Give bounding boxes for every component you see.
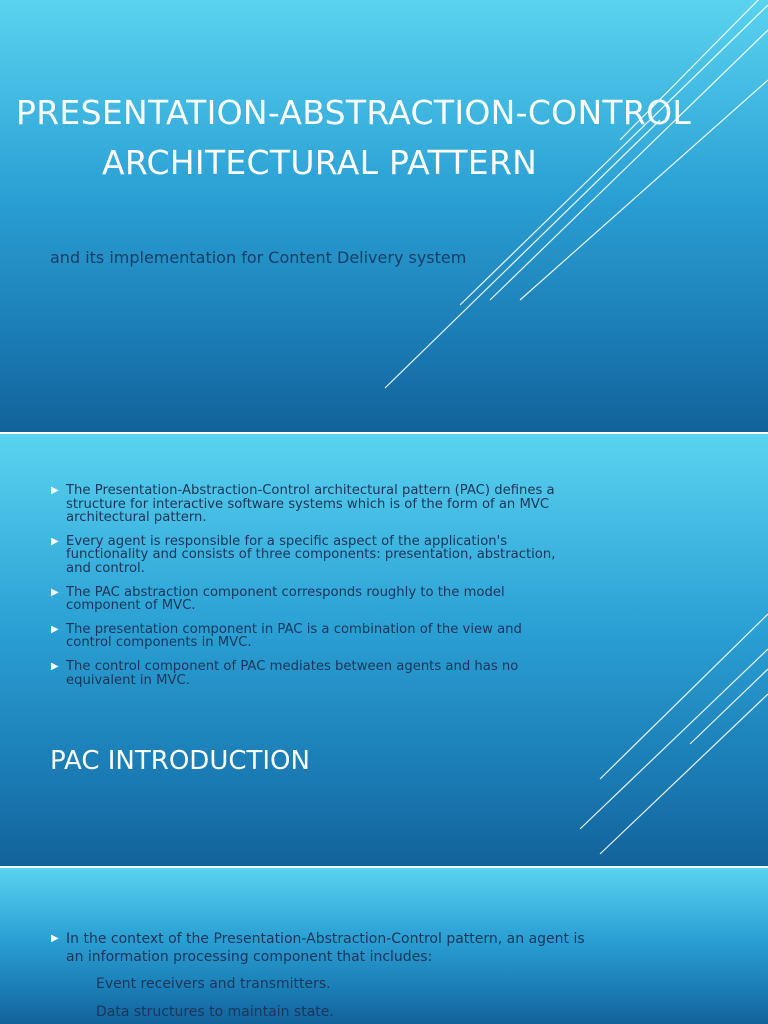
triangle-right-icon: ▶: [51, 623, 59, 635]
list-item: [50, 484, 560, 525]
subtitle: and its implementation for Content Delivery system: [50, 248, 467, 267]
title-line-1: PRESENTATION-ABSTRACTION-CONTROL: [16, 93, 692, 132]
title-line-2: ARCHITECTURAL PATTERN: [102, 143, 538, 182]
slide-heading: PAC INTRODUCTION: [50, 746, 310, 776]
list-item: [50, 586, 560, 613]
list-item: [50, 930, 590, 966]
bullet-text: The Presentation-Abstraction-Control architectural pattern (PAC) defines a structure for interactive software systems which is of the form of an MVC architectural pattern.: [66, 483, 555, 526]
triangle-right-icon: ▶: [51, 485, 59, 496]
list-item: [50, 535, 560, 576]
list-item: [50, 623, 560, 650]
decorative-lines: [0, 0, 768, 432]
bullet-text: The control component of PAC mediates between agents and has no equivalent in MVC.: [66, 658, 519, 688]
bullet-text: The PAC abstraction component corresponds roughly to the model component of MVC.: [66, 584, 505, 614]
pac-intro-slide: [0, 434, 768, 866]
bullet-text: Every agent is responsible for a specific aspect of the application's functionality and consists of three components: presentation, abstraction, and control.: [66, 533, 556, 576]
bullet-text: In the context of the Presentation-Abstraction-Control pattern, an agent is an information processing component that includes:: [66, 931, 585, 965]
triangle-right-icon: ▶: [51, 660, 59, 672]
list-item: [50, 660, 560, 687]
bullet-text: The presentation component in PAC is a combination of the view and control components in MVC.: [66, 621, 522, 651]
bullet-list: [50, 484, 560, 697]
agent-slide: [0, 868, 768, 1024]
triangle-right-icon: ▶: [51, 933, 59, 944]
title-slide: [0, 0, 768, 432]
triangle-right-icon: ▶: [51, 586, 59, 598]
triangle-right-icon: ▶: [51, 535, 59, 547]
sub-item: Event receivers and transmitters.: [96, 976, 331, 992]
sub-item: Data structures to maintain state.: [96, 1004, 334, 1020]
bullet-list: [50, 930, 590, 976]
